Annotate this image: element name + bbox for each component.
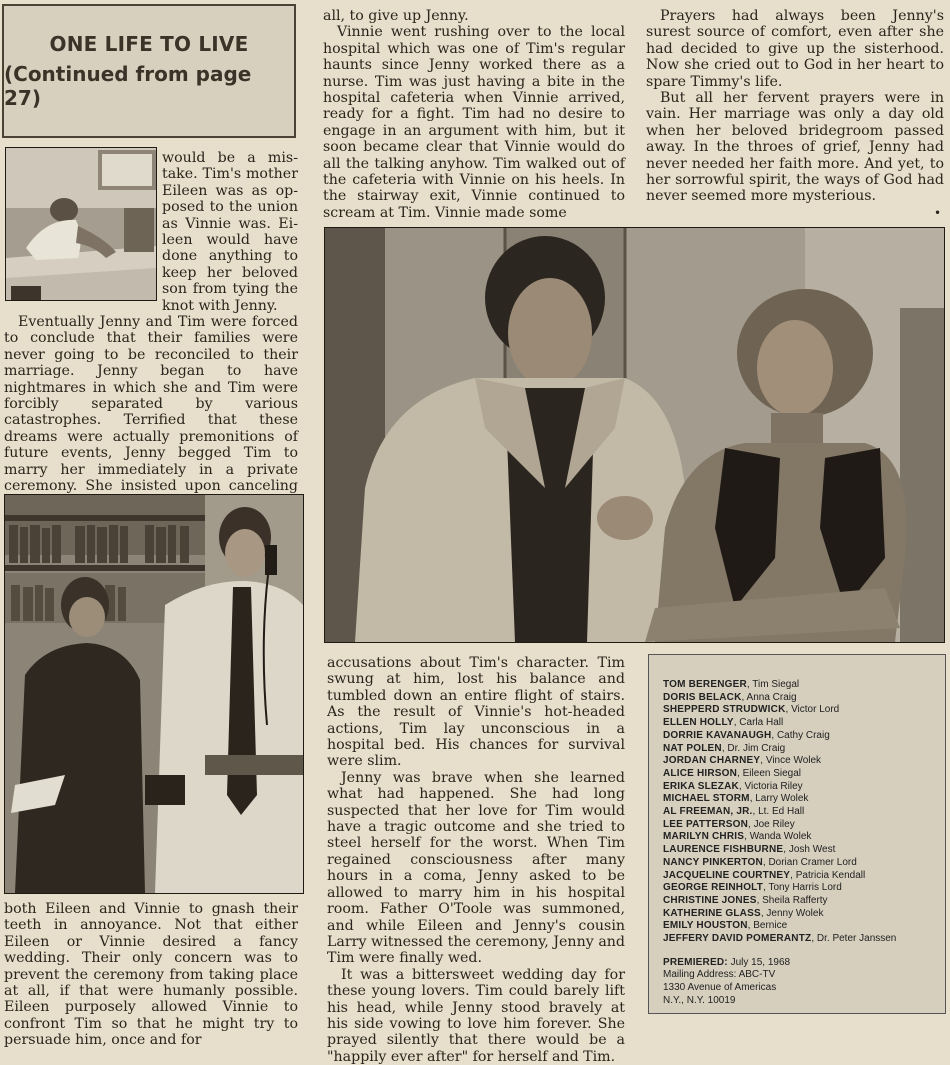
cast-entry: LAURENCE FISHBURNE, Josh West (663, 844, 836, 856)
col2-paragraph: It was a bittersweet wedding day for these young lovers. Tim could barely lift his head, while Jenny stood bravely at his side vowing to love him forever. She prayed silently that there would be a "happily ever after" for herself and Tim. (327, 966, 625, 1065)
cast-entry: ELLEN HOLLY, Carla Hall (663, 717, 784, 729)
cast-role-name: Lt. Ed Hall (758, 806, 805, 818)
col1-wrap-line: son from tying the (162, 281, 298, 298)
cast-entry: MARILYN CHRIS, Wanda Wolek (663, 831, 812, 843)
cast-actor-name: JORDAN CHARNEY (663, 755, 761, 767)
cast-role-name: Jenny Wolek (766, 907, 824, 919)
cast-entry: EMILY HOUSTON, Bernice (663, 920, 788, 932)
col1-body-lower (4, 901, 298, 1049)
premiere-block (663, 957, 935, 1008)
cast-entry: MICHAEL STORM, Larry Wolek (663, 793, 809, 805)
cast-role-name: Dr. Jim Craig (727, 742, 786, 754)
cast-entry: NANCY PINKERTON, Dorian Cramer Lord (663, 856, 857, 868)
cast-entry: KATHERINE GLASS, Jenny Wolek (663, 907, 824, 919)
cast-actor-name: ELLEN HOLLY (663, 717, 734, 729)
cast-entry: CHRISTINE JONES, Sheila Rafferty (663, 894, 828, 906)
col1-wrap-line: would be a mis- (162, 150, 298, 166)
cast-actor-name: MARILYN CHRIS (663, 831, 745, 843)
cast-entry: JORDAN CHARNEY, Vince Wolek (663, 755, 822, 767)
cast-entry: TOM BERENGER, Tim Siegal (663, 679, 800, 690)
cast-role-name: Carla Hall (739, 717, 784, 729)
cast-entry: LEE PATTERSON, Joe Riley (663, 818, 795, 830)
col2-body-upper (323, 8, 625, 221)
cast-role-name: Tim Siegal (752, 679, 800, 690)
cast-actor-name: SHEPPERD STRUDWICK (663, 704, 786, 716)
cast-entry: AL FREEMAN, JR., Lt. Ed Hall (663, 806, 805, 818)
cast-actor-name: KATHERINE GLASS (663, 907, 761, 919)
cast-actor-name: NAT POLEN (663, 742, 722, 754)
continued-note: (Continued from page 27) (4, 62, 252, 110)
cast-actor-name: LAURENCE FISHBURNE (663, 844, 784, 856)
cast-actor-name: GEORGE REINHOLT (663, 882, 764, 894)
cast-entry: JEFFERY DAVID POMERANTZ, Dr. Peter Janssen (663, 933, 897, 945)
cast-role-name: Cathy Craig (776, 729, 830, 741)
cast-role-name: Patricia Kendall (795, 869, 866, 881)
cast-actor-name: NANCY PINKERTON (663, 856, 763, 868)
cast-actor-name: DORIS BELACK (663, 691, 742, 703)
cast-actor-name: ERIKA SLEZAK (663, 780, 739, 792)
photo-office (4, 494, 304, 894)
cast-entry: ERIKA SLEZAK, Victoria Riley (663, 780, 803, 792)
col1-paragraph: both Eileen and Vinnie to gnash their teeth in annoyance. Not that either Eileen or Vinnie desired a fancy wedding. Their only concern was to prevent the ceremony from taking place at all, if that were humanly possible. Eileen purposely allowed Vinnie to confront Tim so that he might try to persuade him, once and for (4, 901, 298, 1049)
cast-actor-name: AL FREEMAN, JR. (663, 806, 753, 818)
cast-role-name: Sheila Rafferty (762, 894, 828, 906)
header-box (2, 4, 296, 138)
col2-body-lower (327, 655, 625, 1065)
cast-role-name: Dorian Cramer Lord (768, 856, 857, 868)
cast-entry: ALICE HIRSON, Eileen Siegal (663, 767, 802, 779)
premiere-date: July 15, 1968 (730, 956, 791, 968)
cast-actor-name: LEE PATTERSON (663, 818, 749, 830)
col1-body-upper (4, 314, 298, 511)
col1-wrap-line: Eileen was as op- (162, 182, 298, 199)
cast-role-name: Tony Harris Lord (768, 882, 842, 894)
cast-entry: DORIS BELACK, Anna Craig (663, 691, 797, 703)
col3-body (646, 8, 944, 205)
photo-main (324, 227, 945, 643)
cast-entry: GEORGE REINHOLT, Tony Harris Lord (663, 882, 842, 894)
col1-wrap-line: posed to the union (162, 199, 298, 216)
cast-role-name: Bernice (753, 920, 788, 932)
col2-line: all, to give up Jenny. (323, 8, 469, 24)
cast-role-name: Anna Craig (746, 691, 797, 703)
cast-role-name: Eileen Siegal (742, 767, 802, 779)
cast-entry: NAT POLEN, Dr. Jim Craig (663, 742, 786, 754)
col1-wrap-line: knot with Jenny. (162, 297, 278, 314)
col3-paragraph: Prayers had always been Jenny's surest source of comfort, even after she had decided to give up the sisterhood. Now she cried out to God in her heart to spare Timmy's life. (646, 8, 944, 90)
col1-wrap-line: as Vinnie was. Ei- (162, 215, 298, 232)
col1-paragraph: Eventually Jenny and Tim were forced to conclude that their families were never going to be reconciled to their marriage. Jenny began to have nightmares in which she and Tim were forcibly separated by various catastrophes. Terrified that these dreams were actually premonitions of future events, Jenny begged Tim to marry her immediately in a private ceremony. She insisted upon canceling (4, 314, 298, 495)
col2-paragraph: Jenny was brave when she learned what had happened. She had long suspected that her love for Tim would have a tragic outcome and she tried to steel herself for the worst. When Tim regained consciousness after many hours in a coma, Jenny asked to be allowed to marry him in his hospital room. Father O'Toole was summoned, and while Eileen and Jenny's cousin Larry witnessed the ceremony, Jenny and Tim were finally wed. (327, 769, 625, 967)
cast-actor-name: JEFFERY DAVID POMERANTZ (663, 933, 812, 945)
premiere-label: PREMIERED: (663, 956, 728, 968)
photo-bedroom (5, 147, 157, 301)
cast-role-name: Larry Wolek (755, 793, 809, 805)
page-title: ONE LIFE TO LIVE (49, 32, 249, 56)
cast-actor-name: MICHAEL STORM (663, 793, 750, 805)
cast-role-name: Joe Riley (753, 818, 795, 830)
cast-entry: DORRIE KAVANAUGH, Cathy Craig (663, 729, 830, 741)
col1-wrap-line: keep her beloved (162, 264, 298, 281)
mailing-address-line: 1330 Avenue of Americas (663, 982, 777, 994)
cast-role-name: Josh West (788, 844, 836, 856)
end-mark: • (934, 206, 942, 220)
cast-actor-name: ALICE HIRSON (663, 767, 738, 779)
cast-list (663, 679, 935, 946)
col2-paragraph: Vinnie went rushing over to the local hospital which was one of Tim's regular haunts since Jenny worked there as a nurse. Tim was just having a bite in the hospital cafeteria when Vinnie arrived, ready for a fight. Tim had no desire to engage in an argument with him, but it soon became clear that Vinnie would do all the talking anyhow. Tim walked out of the cafeteria with Vinnie on his heels. In the stairway exit, Vinnie continued to scream at Tim. Vinnie made some (323, 24, 625, 221)
cast-actor-name: EMILY HOUSTON (663, 920, 748, 932)
cast-actor-name: JACQUELINE COURTNEY (663, 869, 791, 881)
col3-paragraph: But all her fervent prayers were in vain. Her marriage was only a day old when her beloved bridegroom passed away. In the throes of grief, Jenny had never needed her faith more. And yet, to her sorrowful spirit, the ways of God had never seemed more mysterious. (646, 90, 944, 205)
col1-wrap-line: done anything to (162, 248, 298, 265)
cast-actor-name: DORRIE KAVANAUGH (663, 729, 772, 741)
cast-role-name: Wanda Wolek (749, 831, 812, 843)
mailing-address-line: N.Y., N.Y. 10019 (663, 994, 736, 1006)
cast-entry: SHEPPERD STRUDWICK, Victor Lord (663, 704, 840, 716)
col2-paragraph: accusations about Tim's character. Tim swung at him, lost his balance and tumbled down an entire flight of stairs. As the result of Vinnie's hot-headed actions, Tim lay unconscious in a hospital bed. His chances for survival were slim. (327, 655, 625, 770)
cast-actor-name: TOM BERENGER (663, 679, 747, 690)
cast-actor-name: CHRISTINE JONES (663, 894, 757, 906)
cast-role-name: Victor Lord (791, 704, 840, 716)
cast-box (648, 654, 946, 1014)
cast-role-name: Vince Wolek (765, 755, 822, 767)
col1-wrap-line: leen would have (162, 232, 298, 249)
cast-role-name: Dr. Peter Janssen (816, 933, 897, 945)
col1-wrap (162, 150, 298, 314)
col1-wrap-line: take. Tim's mother (162, 166, 298, 183)
cast-role-name: Victoria Riley (744, 780, 803, 792)
cast-entry: JACQUELINE COURTNEY, Patricia Kendall (663, 869, 866, 881)
mailing-address-line: Mailing Address: ABC-TV (663, 969, 776, 981)
